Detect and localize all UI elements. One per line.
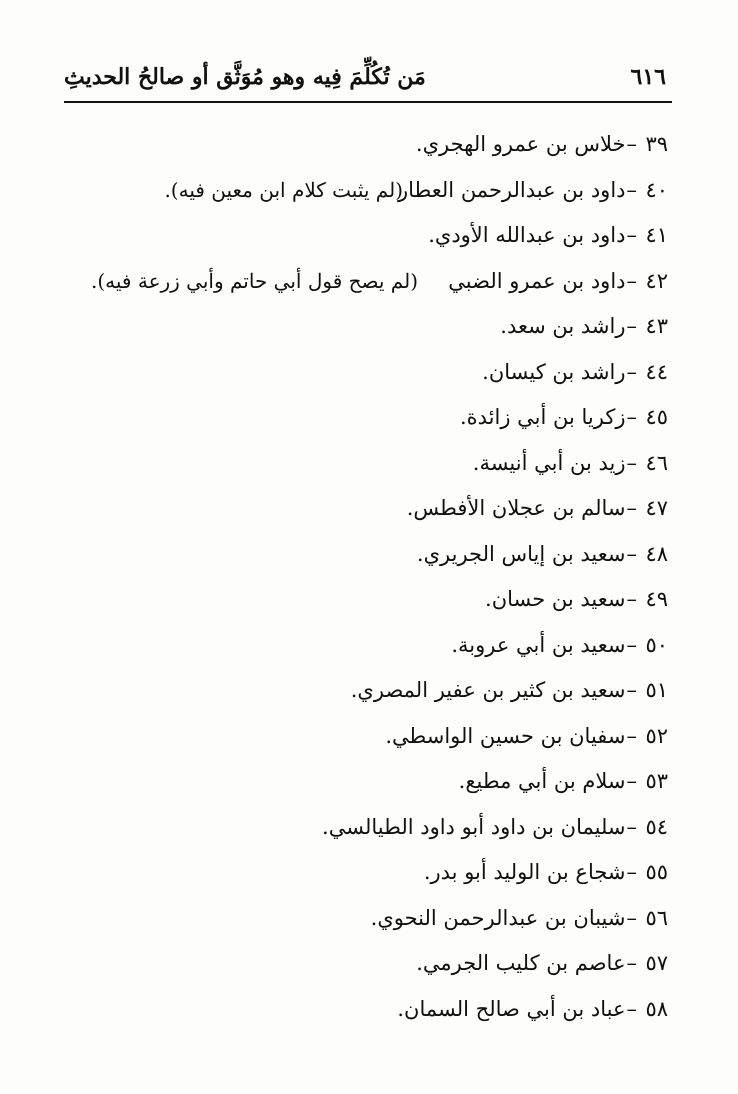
entry-note: (لم يثبت كلام ابن معين فيه). (164, 177, 403, 202)
entry-dash: – (626, 905, 637, 930)
list-item (68, 395, 668, 441)
entry-number: ٤٩ (645, 587, 668, 611)
entry-dash: – (626, 450, 637, 475)
entry-dash: – (626, 632, 637, 657)
entry-dash: – (626, 587, 637, 611)
entry-number: ٥٠ (645, 632, 668, 657)
entry-number: ٥٦ (645, 905, 668, 930)
entry-number: ٥٥ (645, 860, 668, 884)
list-item (68, 122, 668, 168)
list-item (68, 441, 668, 487)
entry-number: ٥٧ (645, 951, 668, 975)
entry-dash: – (626, 723, 637, 748)
entry-number: ٥٣ (645, 769, 668, 793)
entry-number: ٤١ (645, 223, 668, 247)
entry-dash: – (626, 678, 637, 702)
entry-number: ٥٨ (645, 996, 668, 1021)
page-header (64, 62, 672, 98)
entry-dash: – (626, 359, 637, 384)
entry-dash: – (626, 405, 637, 429)
entry-name: عباد بن أبي صالح السمان. (397, 996, 626, 1021)
entry-number: ٥٢ (645, 723, 668, 748)
entry-number: ٥٤ (645, 814, 668, 839)
entry-dash: – (626, 996, 637, 1021)
entry-name: سالم بن عجلان الأفطس. (406, 496, 626, 520)
entry-number: ٤٨ (645, 541, 668, 566)
entry-name: داود بن عبدالرحمن العطار (398, 177, 626, 202)
entry-number: ٤٧ (645, 496, 668, 520)
entry-number: ٤٥ (645, 405, 668, 429)
narrator-list (68, 122, 668, 1032)
list-item (68, 668, 668, 714)
list-item (68, 350, 668, 396)
entry-name: سلام بن أبي مطيع. (458, 769, 626, 793)
list-item (68, 623, 668, 669)
running-title: مَن تُكُلِّمَ فِيه وهو مُوَثَّق أو صالحُ الحديثِ (64, 64, 426, 90)
entry-name: سعيد بن إياس الجريري. (416, 541, 626, 566)
entry-name: شيبان بن عبدالرحمن النحوي. (370, 905, 626, 930)
entry-name: داود بن عمرو الضبي (448, 268, 626, 293)
entry-dash: – (626, 314, 637, 338)
entry-dash: – (626, 860, 637, 884)
entry-dash: – (626, 496, 637, 520)
entry-dash: – (626, 132, 637, 156)
list-item (68, 259, 668, 305)
entry-number: ٤٦ (645, 450, 668, 475)
list-item (68, 577, 668, 623)
entry-name: زيد بن أبي أنيسة. (472, 450, 626, 475)
list-item (68, 987, 668, 1033)
list-item (68, 896, 668, 942)
entry-dash: – (626, 268, 637, 293)
list-item (68, 168, 668, 214)
entry-dash: – (626, 541, 637, 566)
entry-name: سليمان بن داود أبو داود الطيالسي. (322, 814, 626, 839)
entry-number: ٤٣ (645, 314, 668, 338)
list-item (68, 532, 668, 578)
page-number: ٦١٦ (630, 64, 666, 90)
list-item (68, 805, 668, 851)
entry-number: ٤٠ (645, 177, 668, 202)
entry-number: ٥١ (645, 678, 668, 702)
entry-dash: – (626, 223, 637, 247)
entry-name: عاصم بن كليب الجرمي. (416, 951, 626, 975)
list-item (68, 941, 668, 987)
entry-name: سعيد بن حسان. (485, 587, 626, 611)
list-item (68, 714, 668, 760)
entry-name: سفيان بن حسين الواسطي. (385, 723, 626, 748)
entry-name: شجاع بن الوليد أبو بدر. (423, 860, 626, 884)
entry-number: ٤٢ (645, 268, 668, 293)
entry-dash: – (626, 177, 637, 202)
entry-dash: – (626, 769, 637, 793)
entry-name: خلاس بن عمرو الهجري. (415, 132, 626, 156)
entry-name: سعيد بن كثير بن عفير المصري. (350, 678, 626, 702)
list-item (68, 213, 668, 259)
entry-name: راشد بن سعد. (500, 314, 626, 338)
list-item (68, 486, 668, 532)
entry-name: زكريا بن أبي زائدة. (459, 405, 626, 429)
entry-number: ٣٩ (645, 132, 668, 156)
entry-dash: – (626, 951, 637, 975)
entry-name: داود بن عبدالله الأودي. (428, 223, 626, 247)
entry-note: (لم يصح قول أبي حاتم وأبي زرعة فيه). (91, 268, 418, 293)
header-rule (64, 101, 672, 103)
list-item (68, 850, 668, 896)
list-item (68, 304, 668, 350)
entry-name: راشد بن كيسان. (482, 359, 626, 384)
entry-number: ٤٤ (645, 359, 668, 384)
list-item (68, 759, 668, 805)
entry-name: سعيد بن أبي عروبة. (451, 632, 626, 657)
entry-dash: – (626, 814, 637, 839)
